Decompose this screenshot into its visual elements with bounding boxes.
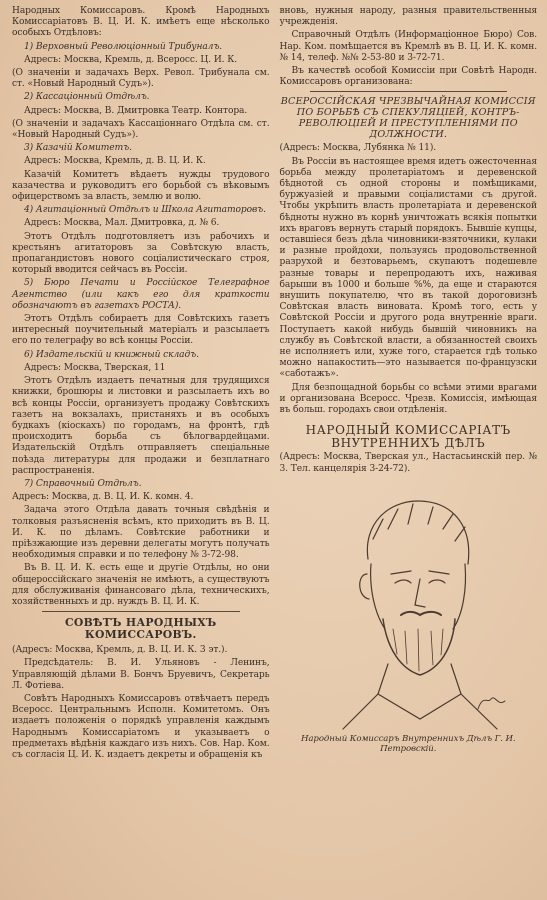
- sovnarkom-chairman: Предсѣдатель: В. И. Ульяновъ - Ленинъ, Управляющій дѣлами В. Бончъ Бруевичъ, Секретарь Л. Фотіева.: [12, 658, 270, 691]
- sovnarkom-heading: СОВѢТЪ НАРОДНЫХЪ КОМИССАРОВЪ.: [64, 616, 217, 642]
- section-5-body: Этотъ Отдѣлъ собираетъ для Совѣтскихъ газетъ интересный поучительный матеріалъ и разсылаетъ его по телеграфу во всѣ концы Россіи.: [12, 314, 270, 347]
- intro-paragraph: Народных Комиссаровъ. Кромѣ Народныхъ Комиссаріатовъ В. Ц. И. К. имѣетъ еще нѣсколько особыхъ Отдѣловъ:: [12, 6, 270, 39]
- outro-paragraph: Въ В. Ц. И. К. есть еще и другіе Отдѣлы, но они общероссійскаго значенія не имѣютъ, а существуютъ для обслуживанія финансоваго дѣла, техническихъ, хозяйственныхъ и др. нуждъ В. Ц. И. К.: [12, 563, 270, 607]
- section-6-body: Этотъ Отдѣлъ издаетъ печатныя для трудящихся книжки, брошюры и листовки и разсылаетъ ихъ во всѣ концы Россіи, организуетъ продажу Совѣтскихъ газетъ на вокзалахъ, пристаняхъ и въ особыхъ будкахъ (кіоскахъ) по городамъ, на фронтѣ, гдѣ происходитъ борьба съ бѣлогвардейцами. Издательскій Отдѣлъ отправляетъ спеціальные поѣзда литературы для продажи и безплатнаго распространенія.: [12, 376, 270, 476]
- section-2-title: 2) Кассаціонный Отдѣлъ.: [24, 92, 150, 103]
- section-6-address: Адресъ: Москва, Тверская, 11: [24, 362, 166, 373]
- nkvd-address: (Адресъ: Москва, Тверская ул., Настасьинскій пер. № 3. Тел. канцелярія 3-24-72).: [279, 452, 537, 474]
- cheka-body: Въ Россіи въ настоящее время идетъ ожесточенная борьба между пролетаріатомъ и деревенской бѣднотой съ одной стороны и помѣщиками, буржуазіей и правыми соціалистами съ другой. Чтобы укрѣпить власть пролетаріата и деревенской бѣдноты нужно въ корнѣ уничтожать всякія попытки ихъ враговъ вернуть старый порядокъ. Бывшіе купцы, оставшіеся безъ дѣла чиновники-взяточники, кулаки и разные пройдохи, пользуясь продовольственной разрухой и безтоварьемъ, скупаютъ подешевле разные товары и перепродаютъ ихъ, наживая барыши въ 1000 и больше %%, да еще и стараются внушить покупателю, что въ такой дороговизнѣ Совѣтская власть виновата. Кромѣ того, есть у Совѣтской Россіи и другого рода внутренніе враги. Поступаетъ какой нибудь бывшій чиновникъ на службу въ Совѣтской власти, а обязанностей своихъ не исполняетъ или, хуже того, старается гдѣ только можно напакостить—это называется по-французски «саботажъ».: [279, 156, 537, 380]
- sovnarkom-body: Совѣтъ Народныхъ Комиссаровъ отвѣчаетъ передъ Всеросс. Центральнымъ Исполн. Комитетомъ. Онъ издаетъ положенія о порядкѣ управленія каждымъ Народнымъ Комиссаріатомъ и указываетъ о предметахъ вѣдѣнія каждаго изъ нихъ. Сов. Нар. Ком. съ согласія Ц. И. К. издаетъ декреты и обращенія къ: [12, 693, 270, 760]
- left-column: [12, 6, 270, 900]
- section-1-title: 1) Верховный Революціонный Трибуналъ.: [24, 41, 223, 52]
- info-bureau-paragraph: Справочный Отдѣлъ (Информаціонное Бюро) Сов. Нар. Ком. помѣщается въ Кремлѣ въ В. Ц. И. К. комн. № 14, телеф. №№ 2-53-80 и 3-72-71.: [279, 30, 537, 63]
- commission-intro: Въ качествѣ особой Комиссіи при Совѣтѣ Народн. Комиссаровъ организована:: [279, 66, 537, 88]
- portrait-caption: Народный Комиссаръ Внутреннихъ Дѣлъ Г. И. Петровскій.: [301, 733, 516, 754]
- cheka-heading: ВСЕРОССІЙСКАЯ ЧРЕЗВЫЧАЙНАЯ КОМИССІЯ ПО БОРЬБѢ СЪ СПЕКУЛЯЦІЕЙ, КОНТРЪ-РЕВОЛЮЦІЕЙ И ПРЕСТУПЛЕНІЯМИ ПО ДОЛЖНОСТИ.: [280, 96, 536, 141]
- nkvd-heading: НАРОДНЫЙ КОМИССАРІАТЪ ВНУТРЕННИХЪ ДѢЛЪ: [305, 423, 511, 451]
- section-1-body: (О значеніи и задачахъ Верх. Револ. Трибунала см. ст. «Новый Народный Судъ»).: [12, 68, 270, 90]
- cheka-address: (Адресъ: Москва, Лубянка № 11).: [279, 143, 437, 154]
- cheka-outro: Для безпощадной борьбы со всѣми этими врагами и организована Всеросс. Чрезв. Комиссія, имѣющая въ больш. городахъ свои отдѣленія.: [279, 382, 537, 416]
- section-3-body: Казачій Комитетъ вѣдаетъ нужды трудового казачества и руководитъ его борьбой съ вѣковымъ офицерствомъ за власть, землю и волю.: [12, 169, 270, 203]
- section-2-body: (О значеніи и задачахъ Кассаціоннаго Отдѣла см. ст. «Новый Народный Судъ»).: [12, 118, 270, 141]
- divider: [42, 611, 240, 612]
- continued-paragraph: вновь, нужныя народу, разныя правительственныя учрежденія.: [279, 6, 537, 28]
- sovnarkom-address: (Адресъ: Москва, Кремль, д. В. Ц. И. К. 3 эт.).: [12, 645, 228, 656]
- section-3-title: 3) Казачій Комитетъ.: [24, 143, 132, 154]
- section-4-address: Адресъ: Москва, Мал. Дмитровка, д. № 6.: [24, 218, 220, 229]
- section-4-body: Этотъ Отдѣлъ подготовляетъ изъ рабочихъ и крестьянъ агитаторовъ за Совѣтскую власть, пропагандистовъ нового соціалистическаго строя, который вводится сейчасъ въ Россіи.: [12, 231, 270, 276]
- section-2-address: Адресъ: Москва, В. Дмитровка Театр. Контора.: [24, 105, 248, 116]
- section-3-address: Адресъ: Москва, Кремль, д. В. Ц. И. К.: [24, 156, 206, 167]
- section-1-address: Адресъ: Москва, Кремль, д. Всеросс. Ц. И. К.: [24, 54, 237, 65]
- right-column: [280, 6, 538, 900]
- section-7-body: Задача этого Отдѣла давать точныя свѣдѣнія и толковыя разъясненія всѣмъ, кто приходитъ въ В. Ц. И. К. по дѣламъ. Совѣтские работники и пріѣзжающие изъ деревни делегаты могутъ получать необходимыя справки и по телефону № 3-72-98.: [12, 505, 270, 561]
- section-4-title: 4) Агитаціонный Отдѣлъ и Школа Агитаторовъ.: [24, 205, 266, 216]
- section-7-address: Адресъ: Москва, д. В. Ц. И. К. комн. 4.: [12, 492, 194, 503]
- section-6-title: 6) Издательскій и книжный складъ.: [24, 349, 199, 360]
- section-5-title: 5) Бюро Печати и Россійское Телеграфное Агентство (или какъ его для краткости обозначаютъ въ газетахъ РОСТА).: [12, 278, 270, 311]
- portrait-illustration: [283, 479, 533, 734]
- divider: [310, 91, 508, 92]
- section-7-title: 7) Справочный Отдѣлъ.: [24, 478, 142, 489]
